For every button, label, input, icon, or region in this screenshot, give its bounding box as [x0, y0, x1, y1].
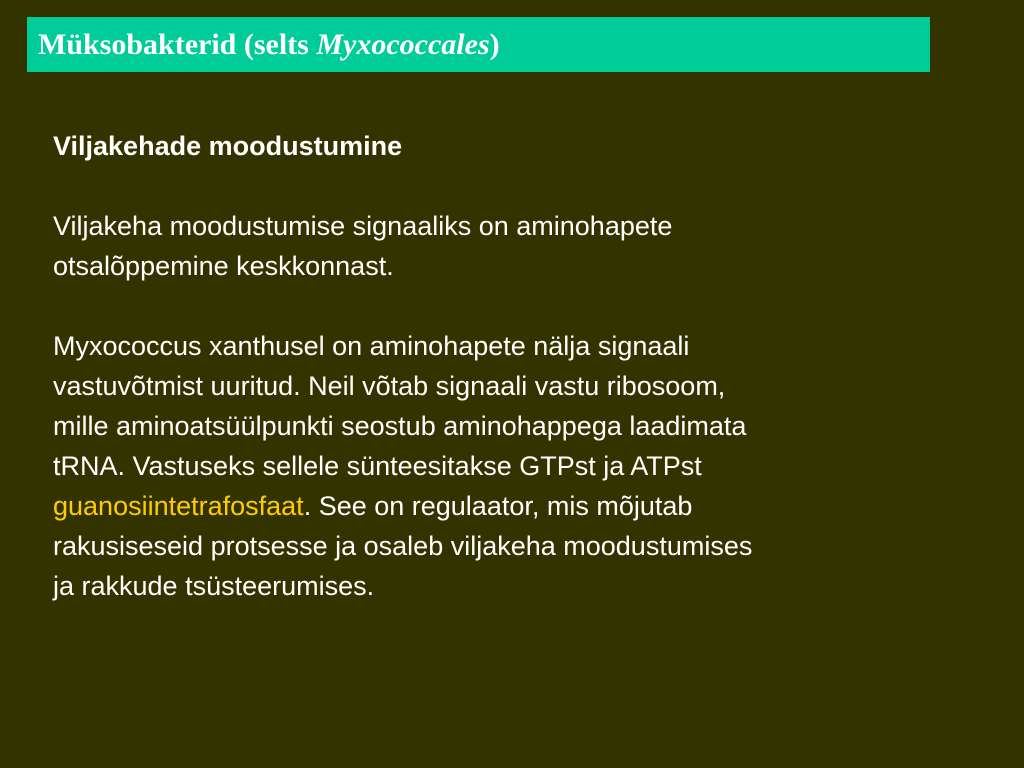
paragraph-2-line: rakusiseseid protsesse ja osaleb viljakeha moodustumises — [53, 531, 753, 561]
paragraph-2-line-rest: . See on regulaator, mis mõjutab — [303, 491, 693, 521]
paragraph-2 — [53, 326, 953, 606]
paragraph-2-line: mille aminoatsüülpunkti seostub aminohappega laadimata — [53, 411, 747, 441]
paragraph-2-line: vastuvõtmist uuritud. Neil võtab signaali vastu ribosoom, — [53, 371, 726, 401]
paragraph-1 — [53, 206, 953, 286]
paragraph-2-line: Myxococcus xanthusel on aminohapete nälja signaali — [53, 331, 690, 361]
slide-title-suffix: ) — [489, 27, 500, 61]
paragraph-2-line — [53, 486, 953, 526]
slide-title-italic: Myxococcales — [316, 27, 490, 61]
slide-body — [53, 126, 953, 606]
paragraph-2-line: tRNA. Vastuseks sellele sünteesitakse GTPst ja ATPst — [53, 451, 702, 481]
slide-title-prefix: Müksobakterid (selts — [38, 27, 317, 61]
paragraph-2-line: ja rakkude tsüsteerumises. — [53, 571, 375, 601]
paragraph-1-line: otsalõppemine keskkonnast. — [53, 251, 394, 281]
slide-title — [38, 27, 500, 61]
slide-subtitle: Viljakehade moodustumine — [53, 131, 403, 161]
paragraph-1-line: Viljakeha moodustumise signaaliks on aminohapete — [53, 211, 673, 241]
highlighted-term: guanosiintetrafosfaat — [53, 491, 304, 521]
slide-title-bar — [27, 17, 930, 72]
